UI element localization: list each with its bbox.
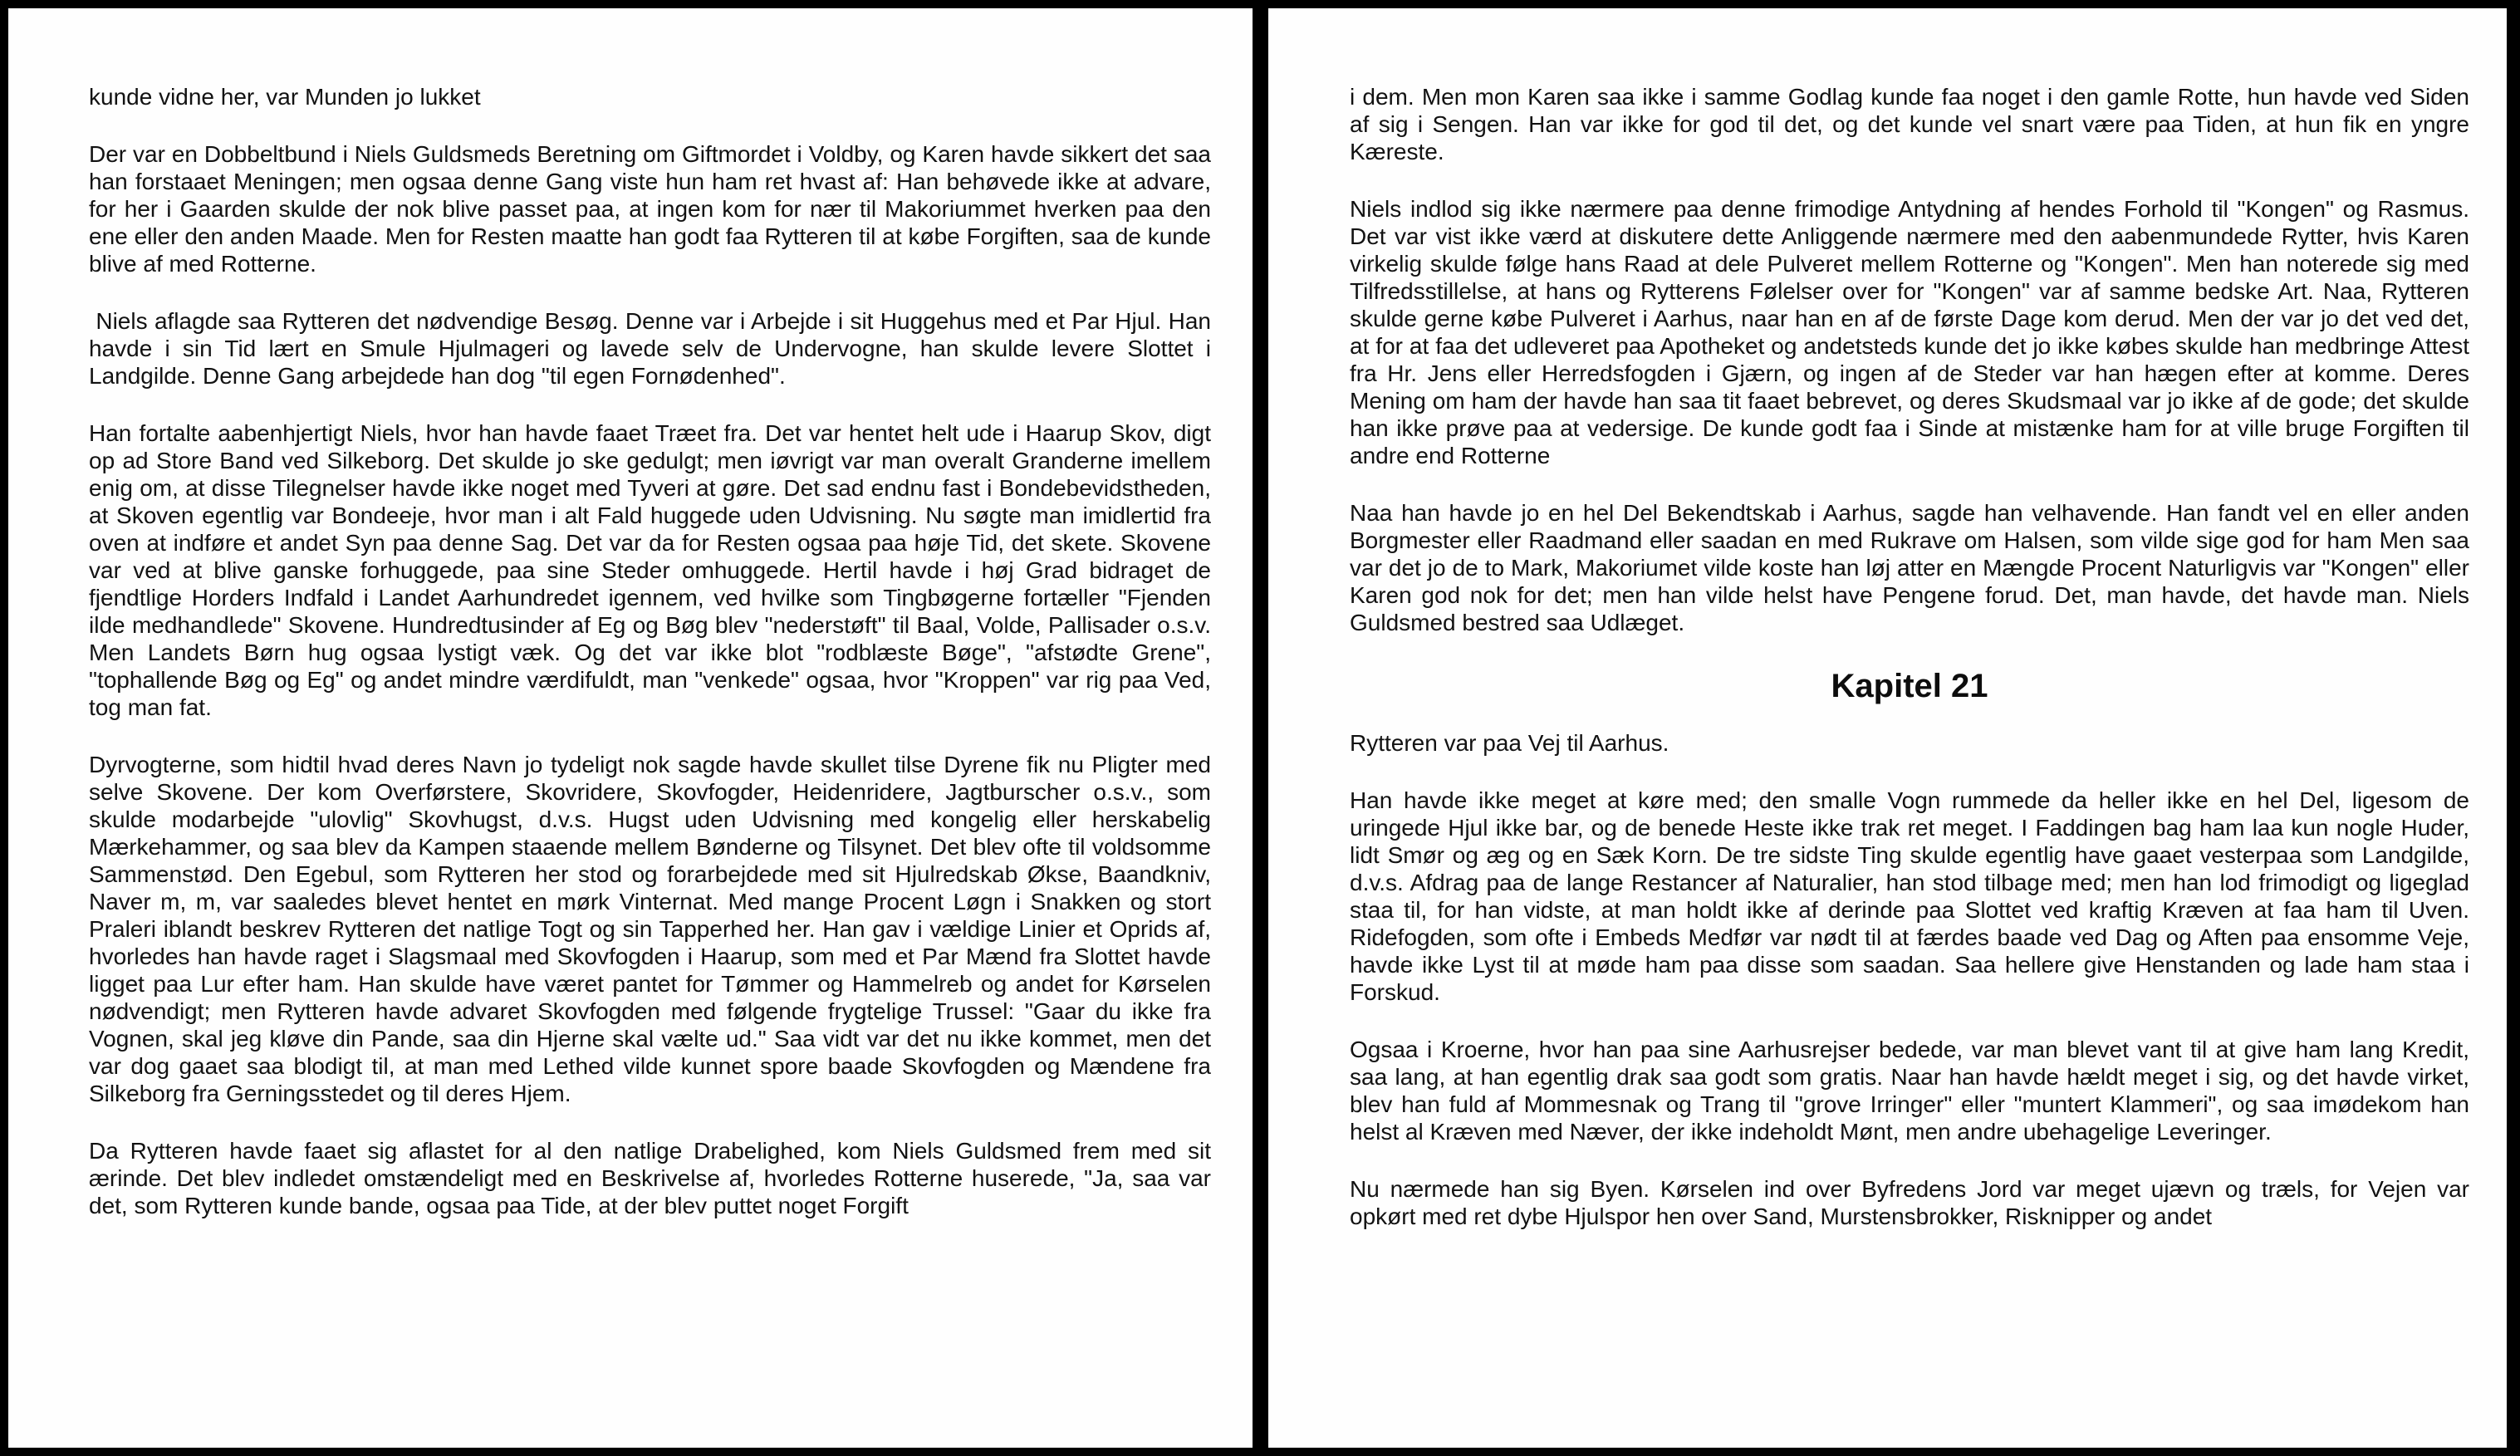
- paragraph: Rytteren var paa Vej til Aarhus.: [1350, 730, 1669, 756]
- paragraph: Han havde ikke meget at køre med; den smalle Vogn rummede da heller ikke en hel Del, ligesom de uringede Hjul ikke bar, og de benede Heste ikke trak ret meget. I Faddingen bag ham laa kun nogle Huder, lidt Smør og æg og en Sæk Korn. De tre sidste Ting skulde egentlig have gaaet vesterpaa som Landgilde, d.v.s. Afdrag paa de lange Restancer af Naturalier, han stod tilbage med; men han lod frimodigt og ligeglad staa til, for han vidste, at man holdt ikke af derinde paa Slottet ved kraftig Kræven at faa ham til Uven. Ridefogden, som ofte i Embeds Medfør var nødt til at færdes baade ved Dag og Aften paa ensomme Veje, havde ikke Lyst til at møde ham paa disse som saadan. Saa hellere give Henstanden og lade ham staa i Forskud.: [1350, 787, 2469, 1005]
- page-right: [1268, 8, 2507, 1448]
- paragraph: kunde vidne her, var Munden jo lukket: [89, 84, 481, 110]
- paragraph: Naa han havde jo en hel Del Bekendtskab i Aarhus, sagde han velhavende. Han fandt vel en eller anden Borgmester eller Raadmand eller saadan en med Rukrave om Halsen, som vilde sige god for ham Men saa var det jo de to Mark, Makoriumet vilde koste han løj atter en Mængde Procent Naturligvis var "Kongen" eller Karen god nok for det; men han vilde helst have Pengene forud. Det, man havde, det havde man. Niels Guldsmed bestred saa Udlæget.: [1350, 500, 2469, 635]
- page-right-content: [1350, 83, 2469, 1230]
- paragraph: Der var en Dobbeltbund i Niels Guldsmeds Beretning om Giftmordet i Voldby, og Karen havde sikkert det saa han forstaaet Meningen; men ogsaa denne Gang viste hun ham ret hvast af: Han behøvede ikke at advare, for her i Gaarden skulde der nok blive passet paa, at ingen kom for nær til Makoriummet hverken paa den ene eller den anden Maade. Men for Resten maatte han godt faa Rytteren til at købe Forgiften, saa de kunde blive af med Rotterne.: [89, 141, 1211, 277]
- paragraph: Da Rytteren havde faaet sig aflastet for al den natlige Drabelighed, kom Niels Guldsmed frem med sit ærinde. Det blev indledet omstændeligt med en Beskrivelse af, hvorledes Rotterne huserede, "Ja, saa var det, som Rytteren kunde bande, ogsaa paa Tide, at der blev puttet noget Forgift: [89, 1138, 1211, 1218]
- paragraph: Nu nærmede han sig Byen. Kørselen ind over Byfredens Jord var meget ujævn og træls, for Vejen var opkørt med ret dybe Hjulspor hen over Sand, Murstensbrokker, Risknipper og andet: [1350, 1176, 2469, 1229]
- page-left-content: [89, 83, 1211, 1219]
- paragraph: i dem. Men mon Karen saa ikke i samme Godlag kunde faa noget i den gamle Rotte, hun havde ved Siden af sig i Sengen. Han var ikke for god til det, og det kunde vel snart være paa Tiden, at hun fik en yngre Kæreste.: [1350, 84, 2469, 164]
- paragraph: Ogsaa i Kroerne, hvor han paa sine Aarhusrejser bedede, var man blevet vant til at give ham lang Kredit, saa lang, at han egentlig drak saa godt som gratis. Naar han havde hældt meget i sig, og det havde virket, blev han fuld af Mommesnak og Trang til "grove Irringer" eller "muntert Klammeri", og saa imødekom han helst al Kræven med Næver, der ikke indeholdt Mønt, men andre ubehagelige Leveringer.: [1350, 1037, 2469, 1145]
- page-left: [8, 8, 1253, 1448]
- paragraph: Niels aflagde saa Rytteren det nødvendige Besøg. Denne var i Arbejde i sit Huggehus med et Par Hjul. Han havde i sin Tid lært en Smule Hjulmageri og lavede selv de Undervogne, han skulde levere Slottet i Landgilde. Denne Gang arbejdede han dog "til egen Fornødenhed".: [89, 308, 1211, 389]
- paragraph: Dyrvogterne, som hidtil hvad deres Navn jo tydeligt nok sagde havde skullet tilse Dyrene fik nu Pligter med selve Skovene. Der kom Overførstere, Skovridere, Skovfogder, Heidenridere, Jagtburscher o.s.v., som skulde modarbejde "ulovlig" Skovhugst, d.v.s. Hugst uden Udvisning med kongelig eller herskabelig Mærkehammer, og saa blev da Kampen staaende mellem Bønderne og Tilsynet. Det blev ofte til voldsomme Sammenstød. Den Egebul, som Rytteren her stod og forarbejdede med sit Hjulredskab Økse, Baandkniv, Naver m, m, var saaledes blevet hentet en mørk Vinternat. Med mange Procent Løgn i Snakken og stort Praleri iblandt beskrev Rytteren det natlige Togt og sin Tapperhed her. Han gav i vældige Linier et Oprids af, hvorledes han havde raget i Slagsmaal med Skovfogden i Haarup, som med et Par Mænd fra Slottet havde ligget paa Lur efter ham. Han skulde have været pantet for Tømmer og Hammelreb og andet for Kørselen nødvendigt; men Rytteren havde advaret Skovfogden med følgende frygtelige Trussel: "Gaar du ikke fra Vognen, skal jeg kløve din Pande, saa din Hjerne skal vælte ud." Saa vidt var det nu ikke kommet, men det var dog gaaet saa blodigt til, at man med Lethed vilde kunnet spore baade Skovfogden og Mændene fra Silkeborg fra Gerningsstedet og til deres Hjem.: [89, 752, 1211, 1106]
- page-divider: [1253, 0, 1268, 1456]
- paragraph: Han fortalte aabenhjertigt Niels, hvor han havde faaet Træet fra. Det var hentet helt ude i Haarup Skov, digt op ad Store Band ved Silkeborg. Det skulde jo ske gedulgt; men iøvrigt var man overalt Granderne imellem enig om, at disse Tilegnelser havde ikke noget med Tyveri at gøre. Det sad endnu fast i Bondebevidstheden, at Skoven egentlig var Bondeeje, hvor man i alt Fald huggede uden Udvisning. Nu søgte man imidlertid fra oven at indføre et andet Syn paa denne Sag. Det var da for Resten ogsaa paa høje Tid, det skete. Skovene var ved at blive ganske forhuggede, paa sine Steder omhuggede. Hertil havde i høj Grad bidraget de fjendtlige Horders Indfald i Landet Aarhundredet igennem, ved hvilke som Tingbøgerne fortæller "Fjenden ilde medhandlede" Skovene. Hundredtusinder af Eg og Bøg blev "nederstøft" til Baal, Volde, Pallisader o.s.v. Men Landets Børn hug ogsaa lystigt væk. Og det var ikke blot "rodblæste Bøge", "afstødte Grene", "tophallende Bøg og Eg" og andet mindre værdifuldt, man "venkede" ogsaa, hvor "Kroppen" var rig paa Ved, tog man fat.: [89, 420, 1211, 720]
- chapter-heading: Kapitel 21: [1831, 668, 1988, 704]
- paragraph: Niels indlod sig ikke nærmere paa denne frimodige Antydning af hendes Forhold til "Kongen" og Rasmus. Det var vist ikke værd at diskutere dette Anliggende nærmere med den aabenmundede Rytter, hvis Karen virkelig skulde følge hans Raad at dele Pulveret mellem Rotterne og "Kongen". Men han noterede sig med Tilfredsstillelse, at hans og Rytterens Følelser over for "Kongen" var af samme bedske Art. Naa, Rytteren skulde gerne købe Pulveret i Aarhus, naar han en af de første Dage kom derud. Men der var jo det ved det, at for at faa det udleveret paa Apotheket og andetsteds kunde det jo ikke købes skulde han medbringe Attest fra Hr. Jens eller Herredsfogden i Gjærn, og ingen af de Steder var han hægen efter at komme. Deres Mening om ham der havde han saa tit faaet bebrevet, og deres Skudsmaal var jo ikke af de gode; det skulde han ikke prøve paa at vedersige. De kunde godt faa i Sinde at mistænke ham for at ville bruge Forgiften til andre end Rotterne: [1350, 196, 2469, 468]
